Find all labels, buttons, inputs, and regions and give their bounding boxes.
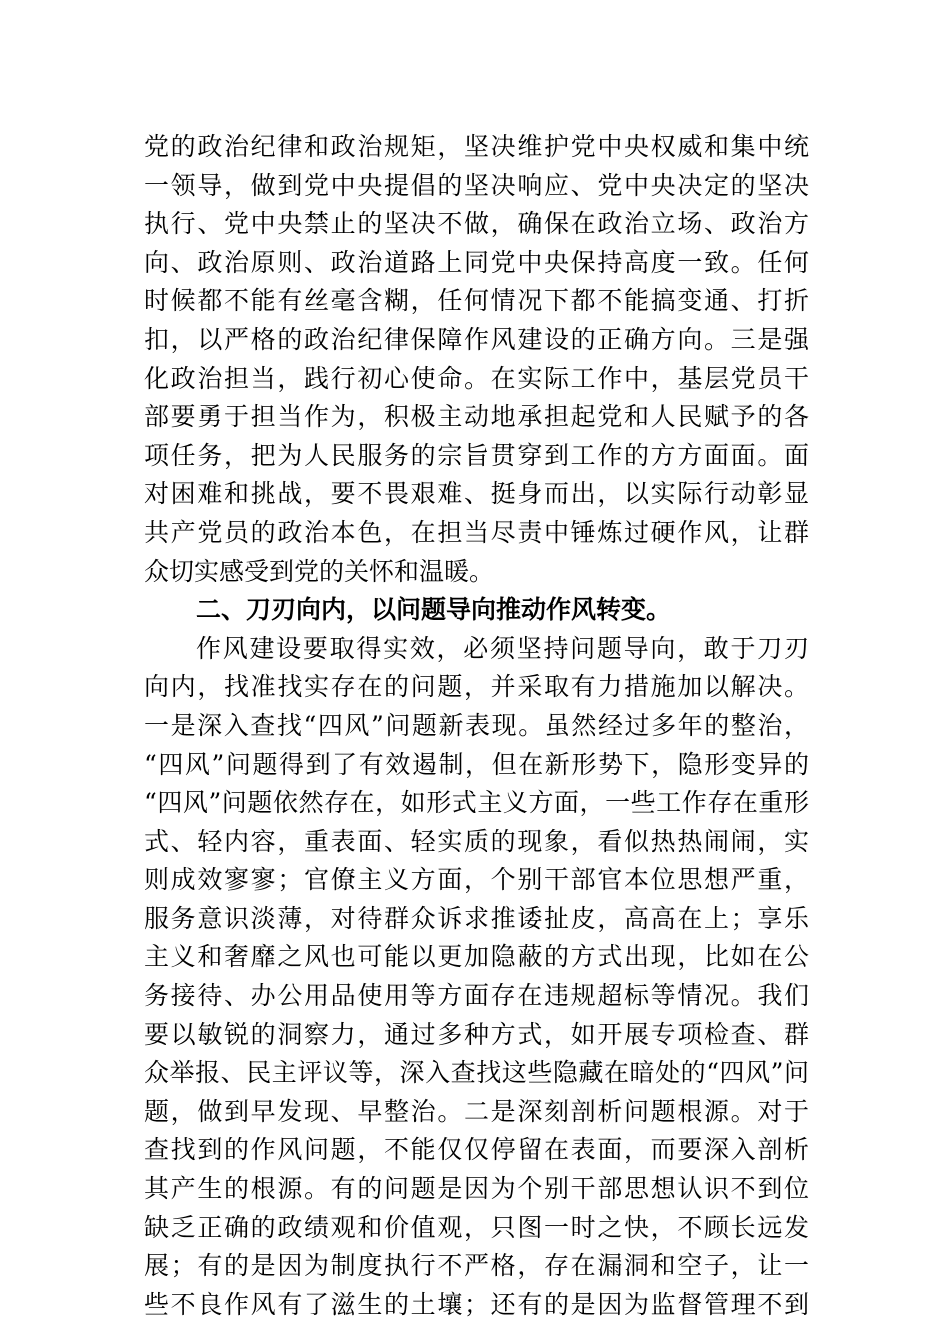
text-line: 一是深入查找“四风”问题新表现。虽然经过多年的整治， <box>144 710 809 740</box>
text-line: 一领导，做到党中央提倡的坚决响应、党中央决定的坚决 <box>144 170 809 200</box>
document-body <box>144 128 809 1324</box>
text-line: 向、政治原则、政治道路上同党中央保持高度一致。任何 <box>144 247 809 277</box>
text-line: 缺乏正确的政绩观和价值观，只图一时之快，不顾长远发 <box>144 1212 809 1242</box>
text-line: 些不良作风有了滋生的土壤；还有的是因为监督管理不到 <box>144 1289 809 1319</box>
text-line: 作风建设要取得实效，必须坚持问题导向，敢于刀刃 <box>196 633 809 663</box>
text-line: “四风”问题得到了有效遏制，但在新形势下，隐形变异的 <box>144 749 809 779</box>
text-line: 其产生的根源。有的问题是因为个别干部思想认识不到位 <box>144 1174 809 1204</box>
text-line: 化政治担当，践行初心使命。在实际工作中，基层党员干 <box>144 363 809 393</box>
text-line: 要以敏锐的洞察力，通过多种方式，如开展专项检查、群 <box>144 1019 809 1049</box>
text-line: 时候都不能有丝毫含糊，任何情况下都不能搞变通、打折 <box>144 286 809 316</box>
text-line: 题，做到早发现、早整治。二是深刻剖析问题根源。对于 <box>144 1096 809 1126</box>
text-line: 式、轻内容，重表面、轻实质的现象，看似热热闹闹，实 <box>144 826 809 856</box>
text-line: 扣，以严格的政治纪律保障作风建设的正确方向。三是强 <box>144 324 809 354</box>
text-line: 众举报、民主评议等，深入查找这些隐藏在暗处的“四风”问 <box>144 1058 809 1088</box>
text-line: 共产党员的政治本色，在担当尽责中锤炼过硬作风，让群 <box>144 517 809 547</box>
text-line: 党的政治纪律和政治规矩，坚决维护党中央权威和集中统 <box>144 132 809 161</box>
text-line: 向内，找准找实存在的问题，并采取有力措施加以解决。 <box>144 672 809 702</box>
text-line: 主义和奢靡之风也可能以更加隐蔽的方式出现，比如在公 <box>144 942 809 972</box>
paragraph-1 <box>144 128 809 591</box>
text-line: 项任务，把为人民服务的宗旨贯穿到工作的方方面面。面 <box>144 440 809 470</box>
text-line: 查找到的作风问题，不能仅仅停留在表面，而要深入剖析 <box>144 1135 809 1165</box>
paragraph-2 <box>144 630 809 1325</box>
text-line: 众切实感受到党的关怀和温暖。 <box>144 556 495 586</box>
text-line: “四风”问题依然存在，如形式主义方面，一些工作存在重形 <box>144 788 809 818</box>
text-line: 服务意识淡薄，对待群众诉求推诿扯皮，高高在上；享乐 <box>144 903 809 933</box>
text-line: 则成效寥寥；官僚主义方面，个别干部官本位思想严重， <box>144 865 809 895</box>
text-line: 执行、党中央禁止的坚决不做，确保在政治立场、政治方 <box>144 209 809 239</box>
text-line: 务接待、办公用品使用等方面存在违规超标等情况。我们 <box>144 981 809 1011</box>
section-heading: 二、刀刃向内，以问题导向推动作风转变。 <box>196 595 672 625</box>
text-line: 部要勇于担当作为，积极主动地承担起党和人民赋予的各 <box>144 402 809 432</box>
text-line: 对困难和挑战，要不畏艰难、挺身而出，以实际行动彰显 <box>144 479 809 509</box>
text-line: 展；有的是因为制度执行不严格，存在漏洞和空子，让一 <box>144 1251 809 1281</box>
